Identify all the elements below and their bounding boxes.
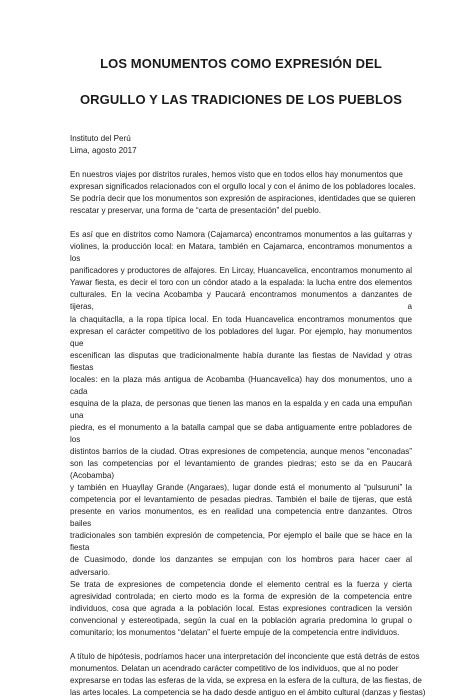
paragraph-line: violines, la producción local: en Matara, también en Cajamarca, encontramos monumentos a los — [70, 242, 412, 264]
paragraph-line: piedra, es el monumento a la batalla campal que se daba antiguamente entre pobladores de los — [70, 422, 412, 444]
paragraph-line: panificadores y productores de alfajores. En Lircay, Huancavelica, encontramos monumento al — [70, 266, 412, 276]
paragraph-line: de Cuasimodo, donde los danzantes se empujan con los hombros para hacer caer al adversario. — [70, 555, 412, 577]
document-title-line-1: LOS MONUMENTOS COMO EXPRESIÓN DEL — [100, 56, 382, 71]
paragraph-line: son las competencias por el levantamiento de grandes piedras; esto se da en Paucará (Acobamba) — [70, 459, 412, 481]
paragraph-line: En nuestros viajes por distritos rurales, hemos visto que en todos ellos hay monumentos que — [70, 170, 403, 179]
paragraph-line: Se trata de expresiones de competencia donde el elemento central es la fuerza y cierta — [70, 579, 412, 589]
paragraph-2 — [70, 229, 412, 639]
paragraph-line: esquina de la plaza, de personas que tienen las manos en la espalda y en cada una empuñan una — [70, 398, 412, 420]
paragraph-line: locales: en la plaza más antigua de Acobamba (Huancavelica) hay dos monumentos, uno a cada — [70, 374, 412, 396]
paragraph-line: expresarse en todas las esferas de la vida, se expresa en la esfera de la cultura, de las fiestas, de — [70, 675, 422, 685]
paragraph-line: competencia por el levantamiento de pesadas piedras. También el baile de tijeras, que está — [70, 495, 412, 505]
paragraph-line: la chaquitaclla, a la ropa típica local. En toda Huancavelica encontramos monumentos que — [70, 314, 412, 324]
paragraph-line: individuos, cosa que agrada a la población local. Estas expresiones contradicen la versión — [70, 603, 412, 613]
paragraph-line: las artes locales. La competencia se ha dado desde antiguo en el ámbito cultural (danzas y fiestas) — [70, 687, 426, 697]
paragraph-line: A título de hipótesis, podríamos hacer una interpretación del inconciente que está detrás de estos — [70, 651, 420, 661]
paragraph-1 — [70, 169, 416, 217]
paragraph-line: expresan significados relacionados con el orgullo local y con el ánimo de los pobladores locales. — [70, 182, 416, 192]
institution-name: Instituto del Perú — [70, 134, 131, 143]
paragraph-line: convencional y estereotipada, según la cual en la población agraria predomina lo grupal o — [70, 615, 412, 625]
paragraph-line: comunitario; los monumentos “delatan” el fuerte empuje de la competencia entre individuos. — [70, 627, 400, 637]
paragraph-line: y también en Huayllay Grande (Angaraes), lugar donde está el monumento al “pulsuruni” la — [70, 483, 412, 493]
paragraph-line: presente en varios monumentos, es en realidad una competencia entre danzantes. Otros bailes — [70, 507, 412, 529]
document-meta — [70, 133, 412, 157]
paragraph-3 — [70, 651, 426, 699]
paragraph-line: tradicionales son también expresión de competencia, Por ejemplo el baile que se hace en la fiesta — [70, 531, 412, 553]
document-title-line-2: ORGULLO Y LAS TRADICIONES DE LOS PUEBLOS — [79, 92, 403, 107]
paragraph-line: distintos barrios de la ciudad. Otras expresiones de competencia, aunque menos “enconadas” — [70, 447, 412, 457]
paragraph-line: rescatar y preservar, una forma de “carta de presentación” del pueblo. — [70, 206, 322, 216]
paragraph-line: Es así que en distritos como Namora (Cajamarca) encontramos monumentos a las guitarras y — [70, 230, 412, 240]
paragraph-line: Se podría decir que los monumentos son expresión de aspiraciones, identidades que se quieren — [70, 194, 416, 204]
paragraph-line: monumentos. Delatan un acendrado carácter competitivo de los individuos, que al no poder — [70, 663, 399, 673]
paragraph-line: Yawar fiesta, es decir el toro con un cóndor atado a la espalada: la lucha entre dos elementos — [70, 278, 412, 288]
place-date: Lima, agosto 2017 — [70, 146, 137, 155]
paragraph-line: culturales. En la vecina Acobamba y Paucará encontramos monumentos a danzantes de tijeras, a — [70, 290, 412, 312]
paragraph-line: expresan el carácter competitivo de los pobladores del lugar. Por ejemplo, hay monumentos que — [70, 326, 412, 348]
paragraph-line: agresividad controlada; en cierto modo es la forma de expresión de la competencia entre — [70, 591, 412, 601]
paragraph-line: escenifican las disputas que tradicionalmente había durante las fiestas de Navidad y otras fiestas — [70, 350, 412, 372]
